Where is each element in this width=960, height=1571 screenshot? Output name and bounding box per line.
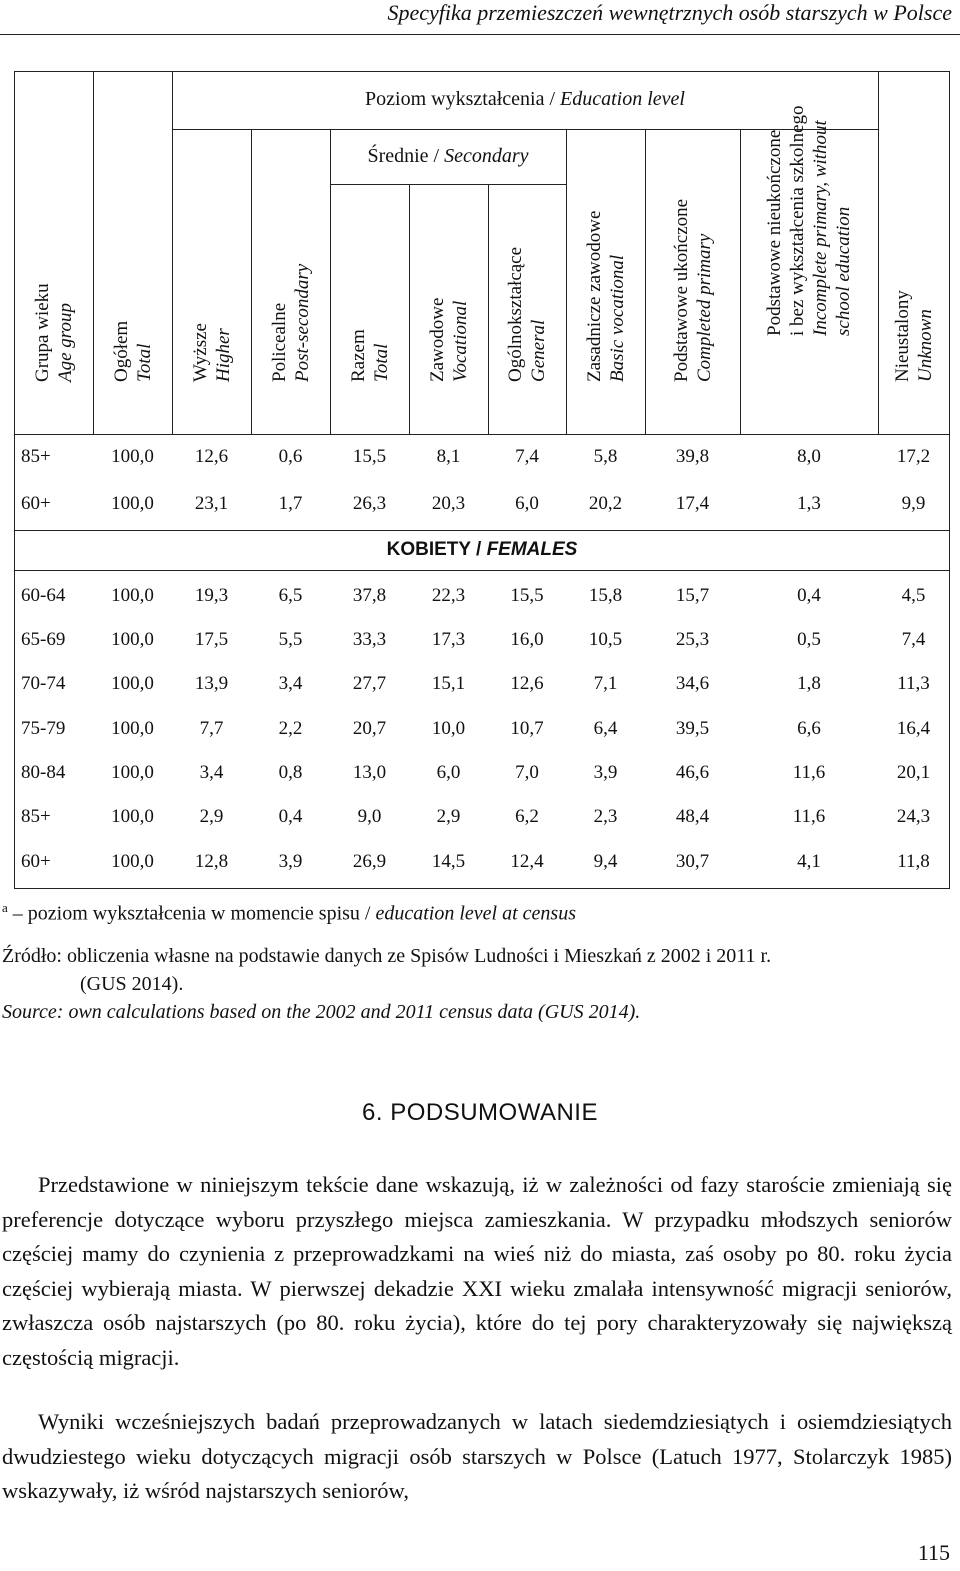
table-row	[15, 620, 949, 660]
cell: 60-64	[21, 585, 66, 606]
cell: 15,7	[675, 585, 710, 606]
cell: 11,6	[792, 806, 826, 827]
header-rule	[0, 34, 960, 35]
running-head: Specyfika przemieszczeń wewnętrznych osób starszych w Polsce	[387, 0, 952, 25]
cell: 24,3	[896, 806, 931, 827]
cell: 4,5	[901, 585, 926, 606]
education-table	[14, 71, 950, 889]
header-age-group: Grupa wieku Age group	[32, 283, 76, 382]
table-row	[15, 753, 949, 793]
cell: 2,3	[593, 806, 618, 827]
cell: 15,5	[510, 585, 544, 606]
cell: 16,4	[896, 718, 931, 739]
cell: 39,5	[675, 718, 710, 739]
cell: 27,7	[352, 673, 387, 694]
cell: 1,8	[797, 673, 821, 694]
table-row	[15, 797, 949, 837]
cell: 8,0	[797, 446, 821, 467]
cell: 33,3	[352, 629, 387, 650]
cell: 6,0	[515, 493, 539, 514]
cell: 85+	[21, 446, 51, 467]
cell: 20,1	[896, 762, 931, 783]
cell: 3,9	[593, 762, 618, 783]
header-general: Ogólnokształcące General	[505, 246, 549, 382]
cell: 0,8	[278, 762, 303, 783]
cell: 0,4	[797, 585, 821, 606]
cell: 65-69	[21, 629, 66, 650]
cell: 5,5	[278, 629, 303, 650]
grid-line	[15, 570, 949, 571]
cell: 9,9	[901, 493, 926, 514]
cell: 7,4	[515, 446, 539, 467]
cell: 1,3	[797, 493, 821, 514]
cell: 100,0	[111, 446, 154, 467]
cell: 3,9	[278, 851, 303, 872]
cell: 7,1	[593, 673, 618, 694]
header-post-secondary: Policealne Post-secondary	[268, 263, 313, 382]
cell: 10,5	[588, 629, 623, 650]
header-education-level: Poziom wykształcenia / Education level	[365, 88, 685, 110]
cell: 85+	[21, 806, 51, 827]
cell: 75-79	[21, 718, 66, 739]
cell: 30,7	[675, 851, 710, 872]
header-basic-vocational: Zasadnicze zawodowe Basic vocational	[583, 210, 628, 382]
cell: 100,0	[111, 673, 154, 694]
cell: 17,5	[194, 629, 229, 650]
cell: 5,8	[593, 446, 618, 467]
cell: 8,1	[436, 446, 461, 467]
source-note-en: Source: own calculations based on the 2002 and 2011 census data (GUS 2014).	[2, 1001, 641, 1023]
header-vocational: Zawodowe Vocational	[426, 297, 471, 382]
cell: 9,4	[593, 851, 618, 872]
cell: 100,0	[111, 851, 154, 872]
cell: 3,4	[278, 673, 303, 694]
cell: 17,2	[896, 446, 931, 467]
cell: 20,7	[352, 718, 387, 739]
cell: 11,3	[897, 673, 930, 694]
cell: 25,3	[675, 629, 710, 650]
page-number: 115	[917, 1540, 950, 1565]
header-unknown: Nieustalony Unknown	[891, 290, 936, 382]
source-note-pl-continued: (GUS 2014).	[80, 973, 184, 995]
cell: 80-84	[21, 762, 66, 783]
section-heading: 6. PODSUMOWANIE	[362, 1099, 598, 1126]
table-row	[15, 484, 949, 524]
cell: 10,0	[431, 718, 466, 739]
cell: 6,0	[436, 762, 461, 783]
header-higher: Wyższe Higher	[189, 323, 234, 382]
cell: 11,6	[792, 762, 826, 783]
cell: 70-74	[21, 673, 66, 694]
cell: 17,4	[675, 493, 710, 514]
header-secondary: Średnie / Secondary	[367, 145, 529, 167]
cell: 19,3	[194, 585, 229, 606]
cell: 2,2	[278, 718, 303, 739]
cell: 100,0	[111, 718, 154, 739]
cell: 6,6	[797, 718, 821, 739]
cell: 13,9	[194, 673, 229, 694]
cell: 12,8	[194, 851, 229, 872]
cell: 100,0	[111, 585, 154, 606]
cell: 17,3	[431, 629, 466, 650]
cell: 48,4	[675, 806, 710, 827]
header-secondary-total: Razem Total	[347, 329, 392, 382]
table-row	[15, 664, 949, 704]
cell: 20,2	[588, 493, 623, 514]
cell: 100,0	[111, 806, 154, 827]
cell: 14,5	[431, 851, 466, 872]
cell: 7,0	[515, 762, 539, 783]
cell: 23,1	[194, 493, 229, 514]
cell: 9,0	[357, 806, 382, 827]
cell: 100,0	[111, 762, 154, 783]
cell: 15,1	[431, 673, 466, 694]
cell: 100,0	[111, 629, 154, 650]
cell: 12,4	[510, 851, 544, 872]
cell: 60+	[21, 851, 51, 872]
cell: 37,8	[352, 585, 387, 606]
section-label-females: KOBIETY / FEMALES	[386, 539, 578, 560]
cell: 26,9	[352, 851, 387, 872]
cell: 10,7	[510, 718, 544, 739]
header-completed-primary: Podstawowe ukończone Completed primary	[670, 198, 715, 382]
footnote: $^a$ – poziom wykształcenia w momencie spisu / education level at census	[2, 900, 576, 925]
cell: 39,8	[675, 446, 710, 467]
cell: 4,1	[797, 851, 821, 872]
cell: 6,4	[593, 718, 618, 739]
table-row	[15, 576, 949, 616]
cell: 2,9	[436, 806, 461, 827]
cell: 22,3	[431, 585, 466, 606]
table-row	[15, 709, 949, 749]
header-total: Ogółem Total	[110, 320, 155, 382]
header-incomplete-primary: Podstawowe nieukończone i bez wykształcenia szkolnego Incomplete primary, without school education	[764, 105, 854, 336]
cell: 12,6	[194, 446, 229, 467]
cell: 20,3	[431, 493, 466, 514]
cell: 1,7	[278, 493, 303, 514]
cell: 0,6	[278, 446, 303, 467]
table-row	[15, 842, 949, 882]
cell: 6,5	[278, 585, 303, 606]
source-note-pl: Źródło: obliczenia własne na podstawie danych ze Spisów Ludności i Mieszkań z 2002 i 2011 r.	[2, 945, 772, 967]
cell: 7,7	[199, 718, 224, 739]
cell: 11,8	[897, 851, 930, 872]
paragraph: Przedstawione w niniejszym tekście dane wskazują, iż w zależności od fazy staroście zmieniają się preferencje dotyczące wyboru przyszłego miejsca zamieszkania. W przypadku młodszych seniorów częściej mamy do czynienia z przeprowadzkami na wieś niż do miasta, zaś osoby po 80. roku życia częściej wybierają miasta. W pierwszej dekadzie XXI wieku zmalała intensywność migracji seniorów, zwłaszcza osób najstarszych (po 80. roku życia), które do tej pory charakteryzowały się największą częstością migracji.	[2, 1172, 952, 1370]
grid-line	[15, 434, 949, 435]
cell: 34,6	[675, 673, 710, 694]
cell: 12,6	[510, 673, 544, 694]
cell: 2,9	[199, 806, 224, 827]
cell: 100,0	[111, 493, 154, 514]
cell: 6,2	[515, 806, 539, 827]
cell: 26,3	[352, 493, 387, 514]
cell: 46,6	[675, 762, 710, 783]
cell: 7,4	[901, 629, 926, 650]
cell: 3,4	[199, 762, 224, 783]
cell: 15,8	[588, 585, 623, 606]
cell: 0,4	[278, 806, 303, 827]
cell: 16,0	[510, 629, 544, 650]
cell: 15,5	[352, 446, 387, 467]
cell: 60+	[21, 493, 51, 514]
paragraph: Wyniki wcześniejszych badań przeprowadzanych w latach siedemdziesiątych i osiemdziesiątych dwudziestego wieku dotyczących migracji osób starszych w Polsce (Latuch 1977, Stolarczyk 1985) wskazywały, iż wśród najstarszych seniorów,	[2, 1409, 952, 1503]
table-row	[15, 437, 949, 477]
cell: 13,0	[352, 762, 387, 783]
cell: 0,5	[797, 629, 821, 650]
